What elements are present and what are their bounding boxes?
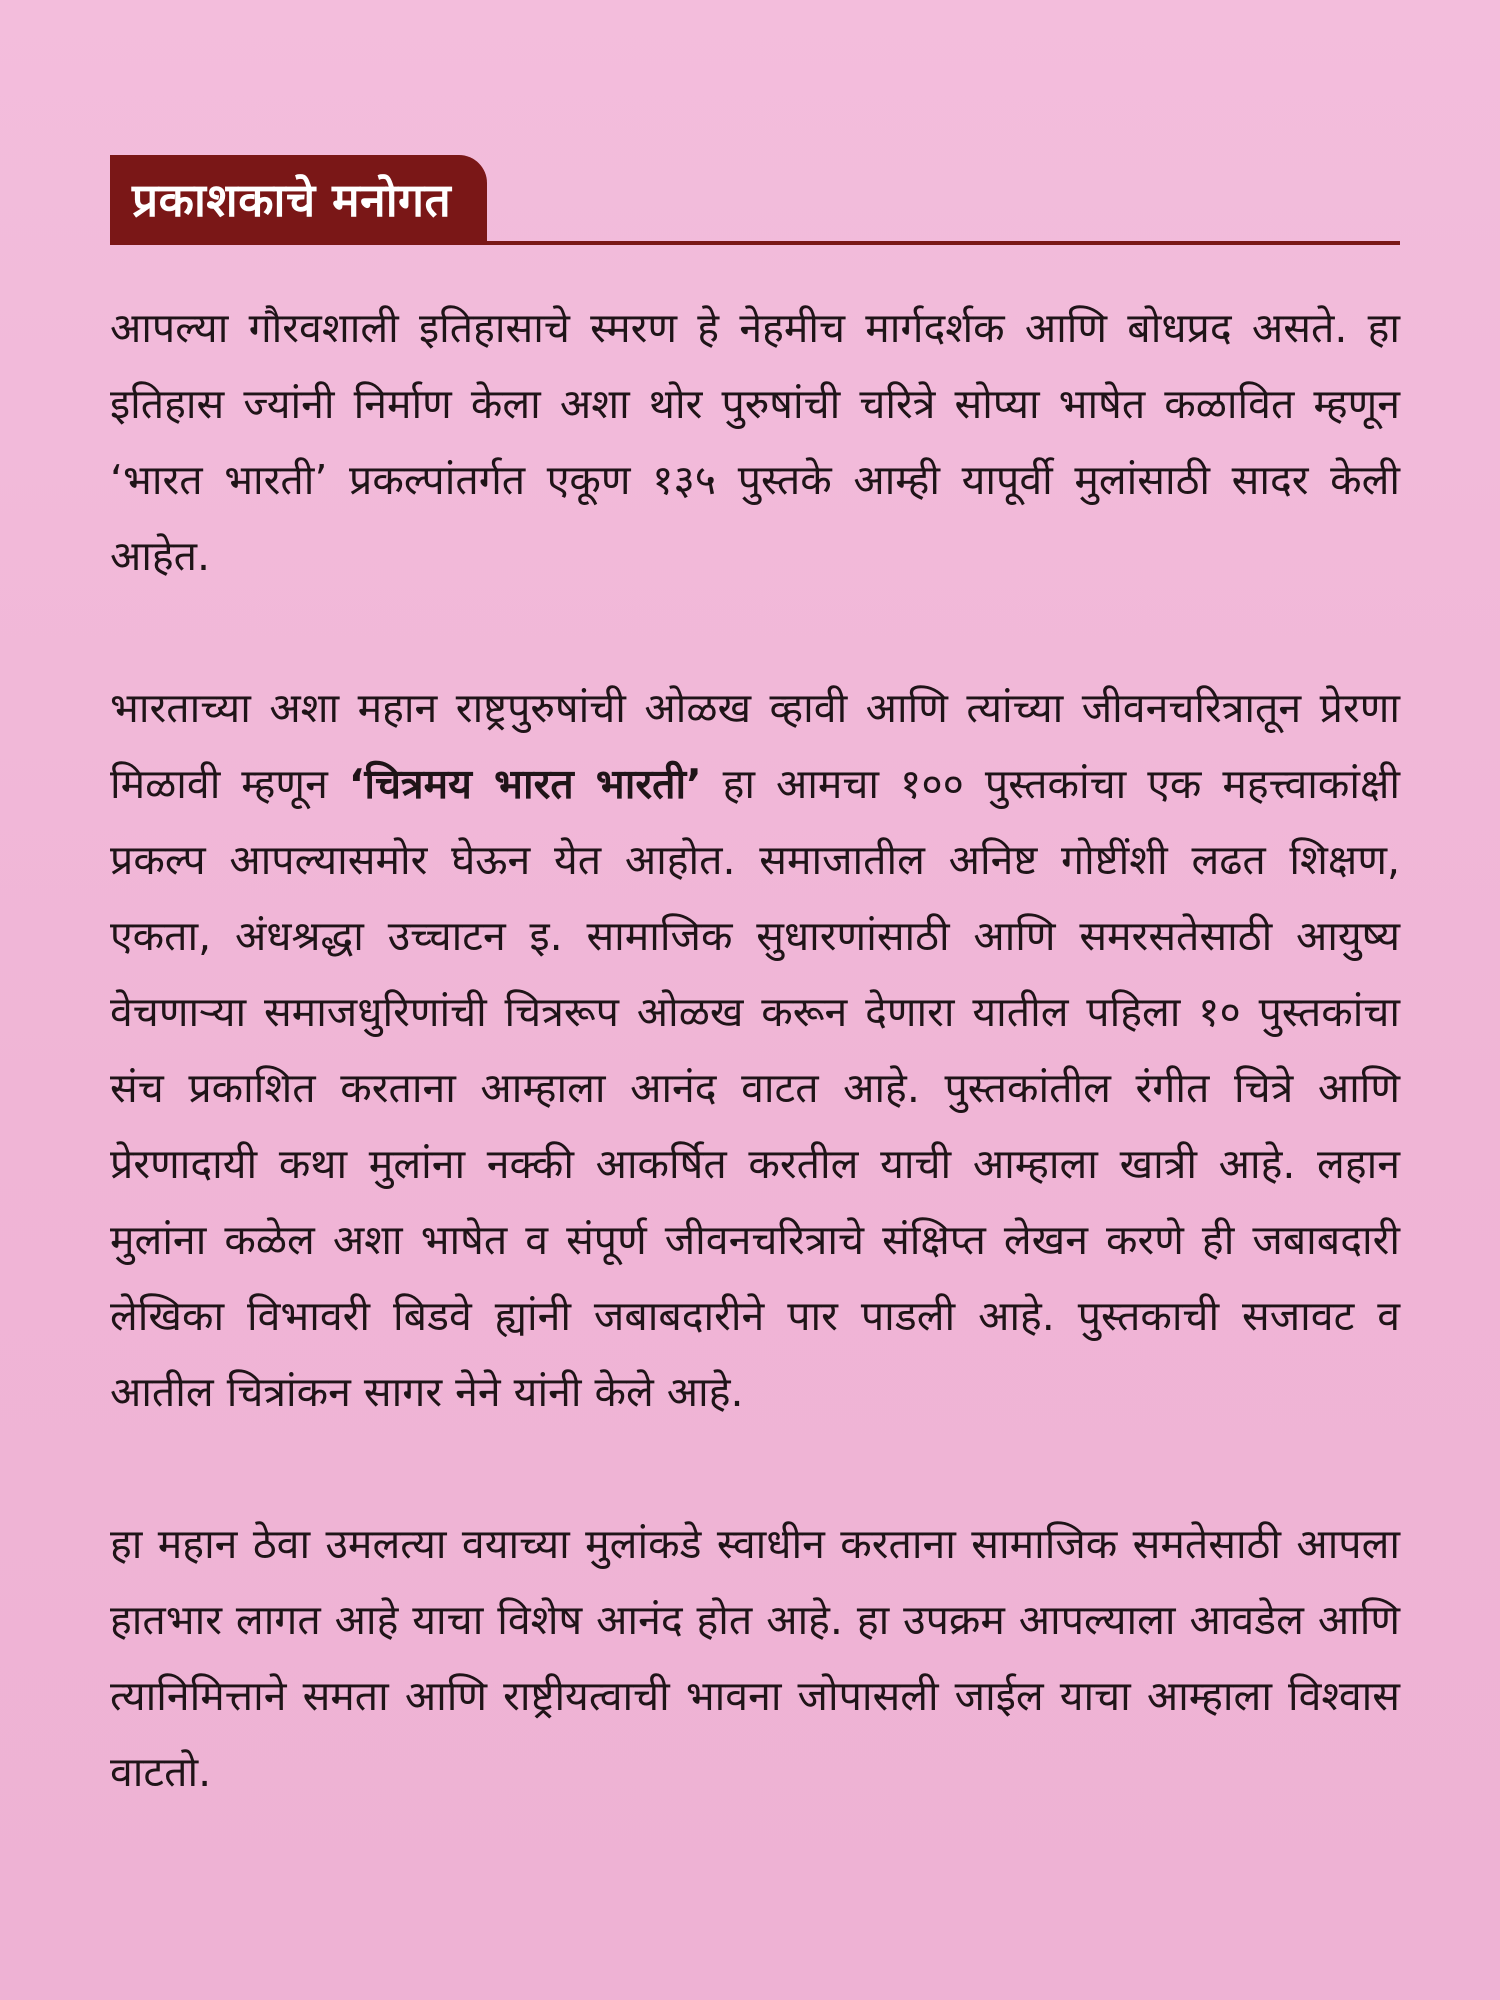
heading-underline <box>110 241 1400 245</box>
paragraph-2-emphasis: ‘चित्रमय भारत भारती’ <box>348 760 702 808</box>
body-text <box>110 290 1400 1810</box>
paragraph-3: हा महान ठेवा उमलत्या वयाच्या मुलांकडे स्वाधीन करताना सामाजिक समतेसाठी आपला हातभार लागत आहे याचा विशेष आनंद होत आहे. हा उपक्रम आपल्याला आवडेल आणि त्यानिमित्ताने समता आणि राष्ट्रीयत्वाची भावना जोपासली जाईल याचा आम्हाला विश्वास वाटतो. <box>110 1520 1400 1796</box>
paragraph-2-before: भारताच्या अशा महान राष्ट्रपुरुषांची ओळख व्हावी आणि त्यांच्या जीवनचरित्रातून प्रेरणा मिळावी म्हणून <box>110 684 1400 808</box>
heading-title: प्रकाशकाचे मनोगत <box>132 173 452 227</box>
section-heading <box>110 155 1400 245</box>
paragraph-1: आपल्या गौरवशाली इतिहासाचे स्मरण हे नेहमीच मार्गदर्शक आणि बोधप्रद असते. हा इतिहास ज्यांनी निर्माण केला अशा थोर पुरुषांची चरित्रे सोप्या भाषेत कळावित म्हणून ‘भारत भारती’ प्रकल्पांतर्गत एकूण १३५ पुस्तके आम्ही यापूर्वी मुलांसाठी सादर केली आहेत. <box>110 304 1400 580</box>
paragraph-2 <box>110 670 1400 1430</box>
paragraph-2-after: हा आमचा १०० पुस्तकांचा एक महत्त्वाकांक्षी प्रकल्प आपल्यासमोर घेऊन येत आहोत. समाजातील अनिष्ट गोष्टींशी लढत शिक्षण, एकता, अंधश्रद्धा उच्चाटन इ. सामाजिक सुधारणांसाठी आणि समरसतेसाठी आयुष्य वेचणाऱ्या समाजधुरिणांची चित्ररूप ओळख करून देणारा यातील पहिला १० पुस्तकांचा संच प्रकाशित करताना आम्हाला आनंद वाटत आहे. पुस्तकांतील रंगीत चित्रे आणि प्रेरणादायी कथा मुलांना नक्की आकर्षित करतील याची आम्हाला खात्री आहे. लहान मुलांना कळेल अशा भाषेत व संपूर्ण जीवनचरित्राचे संक्षिप्त लेखन करणे ही जबाबदारी लेखिका विभावरी बिडवे ह्यांनी जबाबदारीने पार पाडली आहे. पुस्तकाची सजावट व आतील चित्रांकन सागर नेने यांनी केले आहे. <box>110 760 1400 1416</box>
heading-tab <box>110 155 487 243</box>
